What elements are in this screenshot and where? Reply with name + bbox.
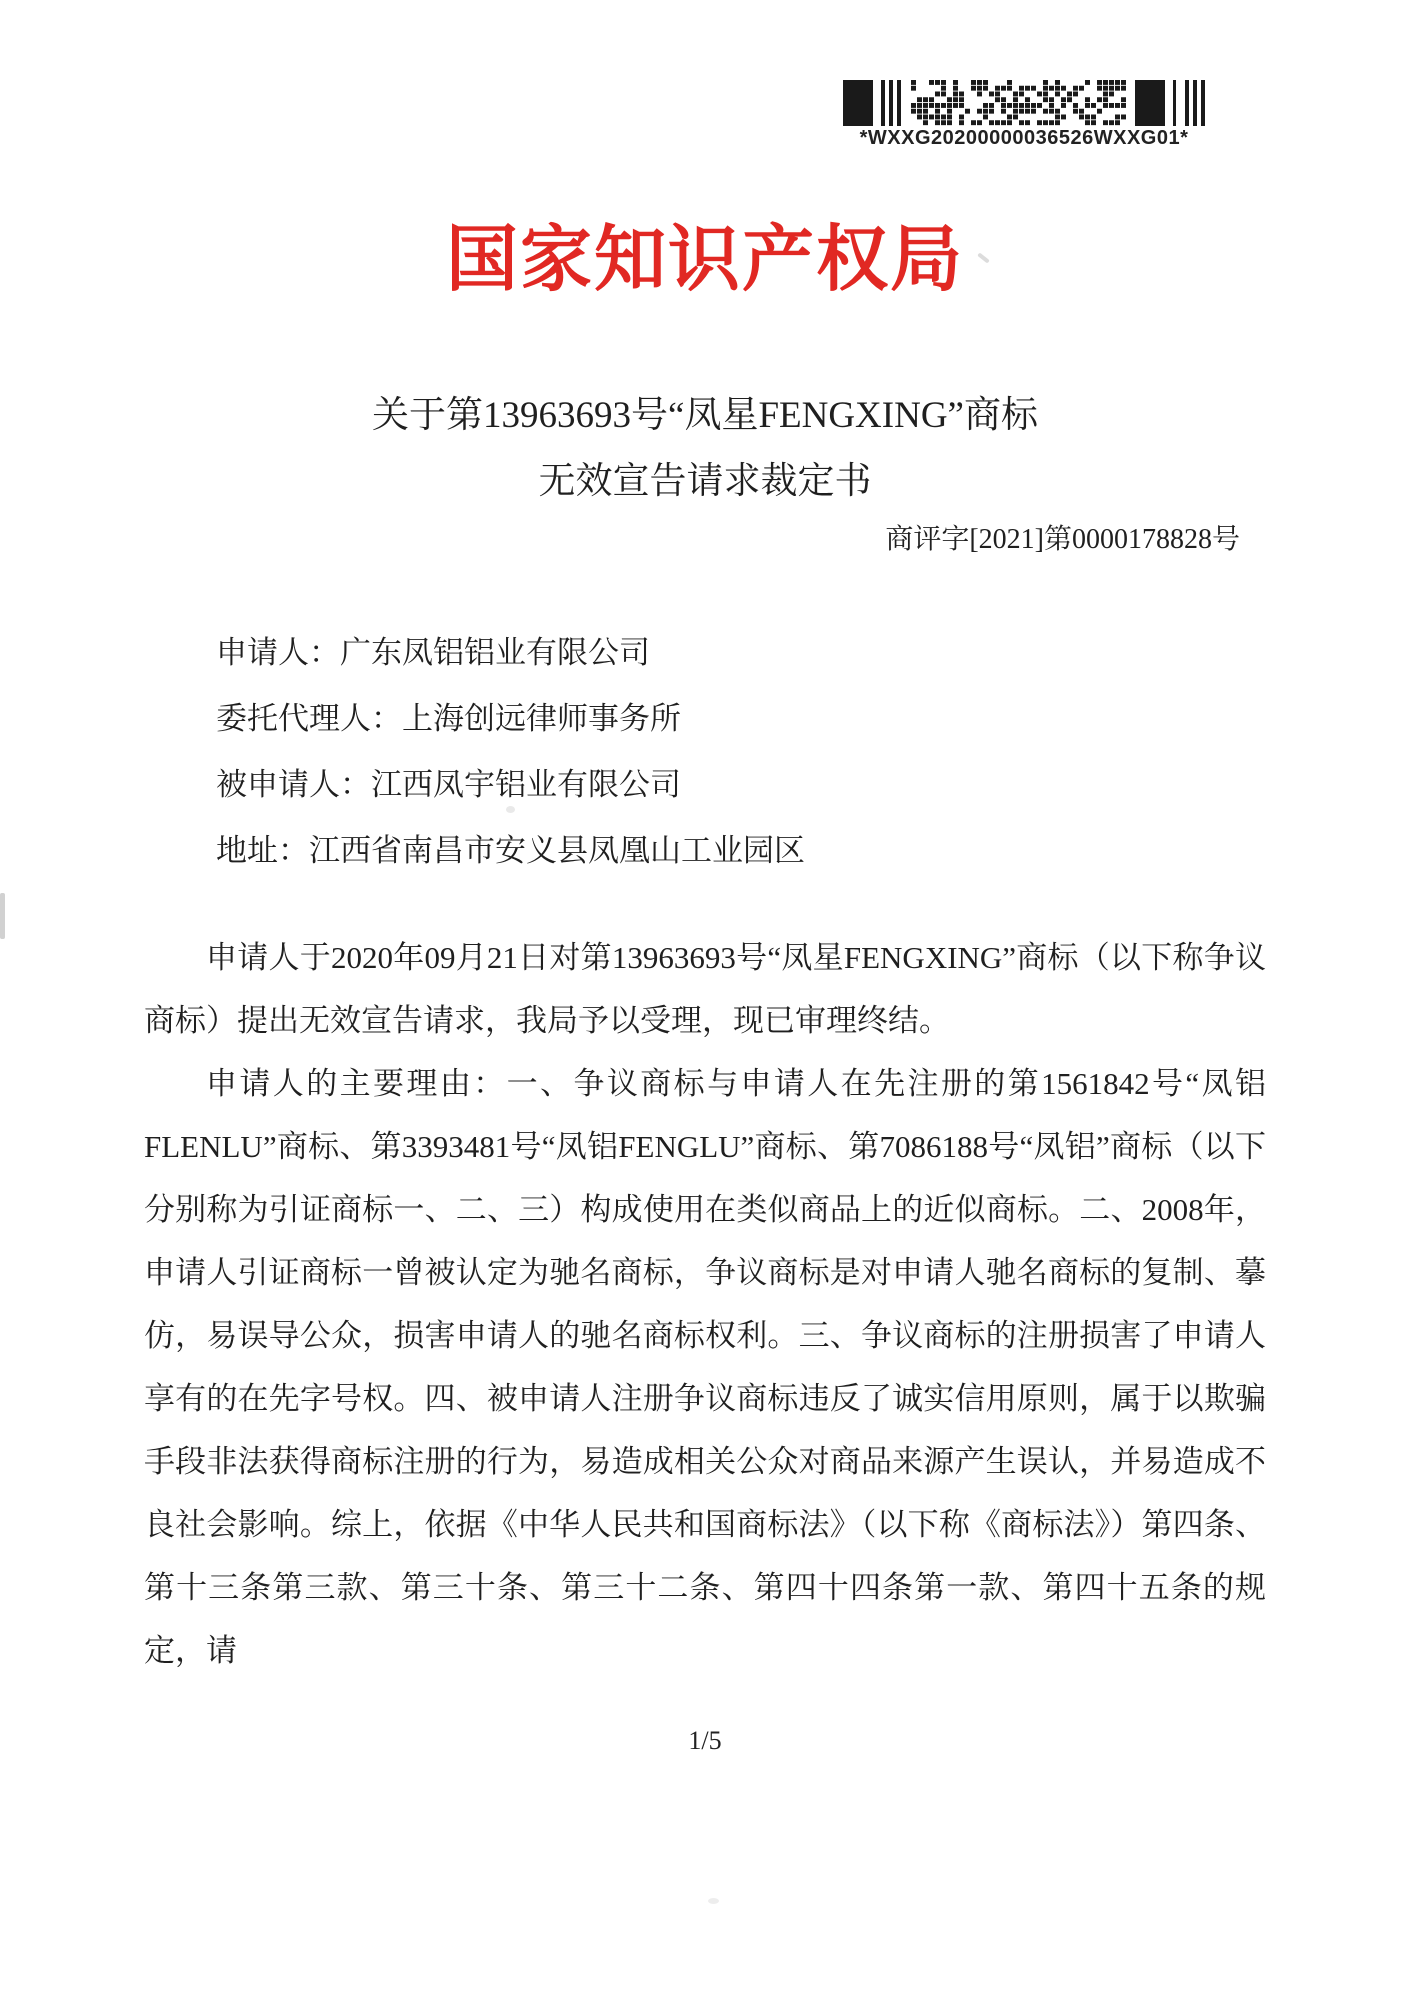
page-number: 1/5 [688,1726,722,1755]
document-title-line1: 关于第13963693号“凤星FENGXING”商标 [372,395,1038,436]
scan-artifact [0,893,5,939]
parties-block [216,620,805,884]
body-text [144,926,1266,1682]
body-paragraph-1: 申请人于2020年09月21日对第13963693号“凤星FENGXING”商标（以下称争议商标）提出无效宣告请求，我局予以受理，现已审理终结。 [144,940,1266,1038]
agent-line: 委托代理人：上海创远律师事务所 [216,701,681,736]
reference-number: 商评字[2021]第0000178828号 [885,524,1240,555]
document-title-line2: 无效宣告请求裁定书 [538,461,872,502]
barcode-image [843,80,1205,126]
barcode [838,80,1210,150]
scan-artifact [708,1898,719,1904]
body-paragraph-2: 申请人的主要理由：一、争议商标与申请人在先注册的第1561842号“凤铝 FLENLU”商标、第3393481号“凤铝FENGLU”商标、第7086188号“凤铝”商标（以下分别称为引证商标一、二、三）构成使用在类似商品上的近似商标。二、2008年，申请人引证商标一曾被认定为驰名商标，争议商标是对申请人驰名商标的复制、摹仿，易误导公众，损害申请人的驰名商标权利。三、争议商标的注册损害了申请人享有的在先字号权。四、被申请人注册争议商标违反了诚实信用原则，属于以欺骗手段非法获得商标注册的行为，易造成相关公众对商品来源产生误认，并易造成不良社会影响。综上，依据《中华人民共和国商标法》（以下称《商标法》）第四条、第十三条第三款、第三十条、第三十二条、第四十四条第一款、第四十五条的规定，请 [144,1066,1266,1668]
agency-title: 国家知识产权局 [445,220,964,300]
address-line: 地址：江西省南昌市安义县凤凰山工业园区 [216,833,805,868]
barcode-text: *WXXG20200000036526WXXG01* [859,127,1189,149]
respondent-line: 被申请人：江西凤宇铝业有限公司 [216,767,681,802]
applicant-line: 申请人：广东凤铝铝业有限公司 [216,635,650,670]
